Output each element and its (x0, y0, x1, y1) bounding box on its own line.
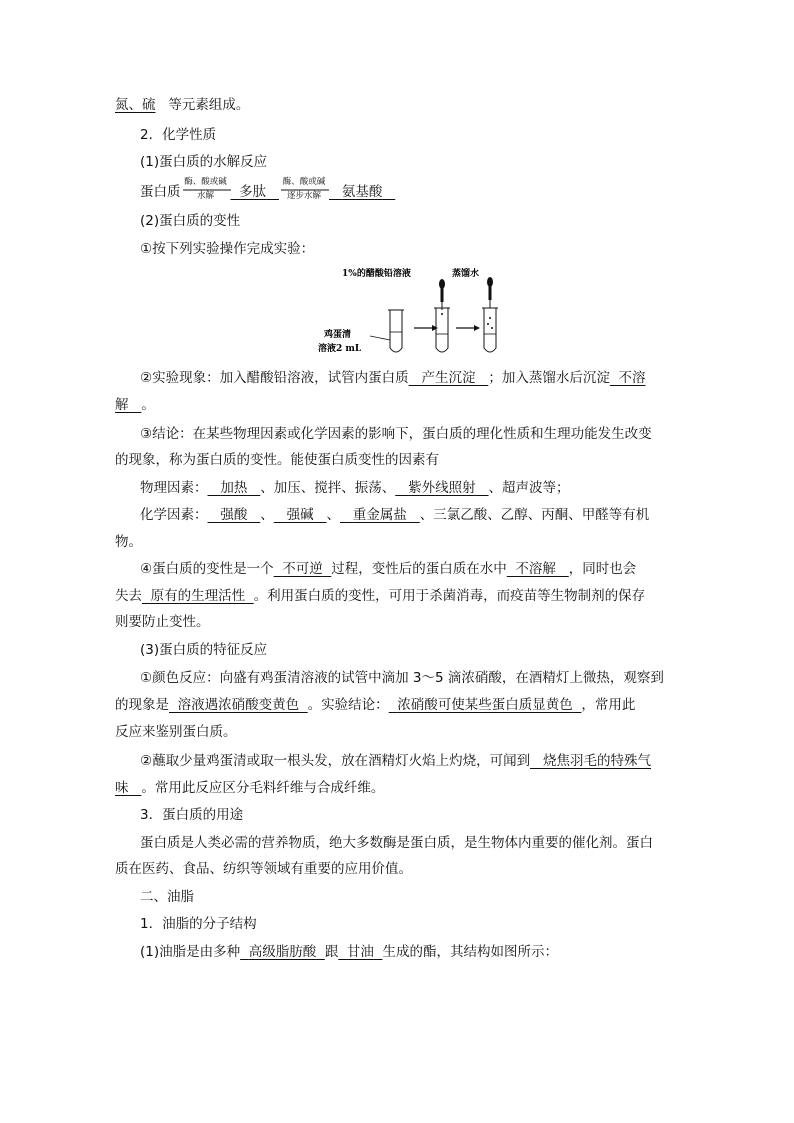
answer-blank: 解 (115, 397, 129, 413)
reaction-arrow: 酶、酸或碱 水解 (184, 177, 227, 201)
answer-blank: 加热 (220, 480, 248, 496)
test-tube-icon (482, 308, 498, 352)
arrow-icon (456, 325, 480, 331)
dropper-icon (439, 279, 445, 310)
test-tube-icon (370, 310, 404, 352)
answer-blank: 原有的生理活性 (150, 588, 246, 604)
text-line: 蛋白质是人类必需的营养物质，绝大多数酶是蛋白质，是生物体内重要的催化剂。蛋白 (140, 835, 653, 851)
subsection-heading: (1)蛋白质的水解反应 (140, 154, 268, 170)
water-label: 蒸馏水 (452, 269, 480, 279)
hydrolysis-equation: 蛋白质 酶、酸或碱 水解 多肽 酶、酸或碱 逐步水解 氨基酸 (140, 183, 395, 201)
answer-blank: 紫外线照射 (408, 480, 476, 496)
answer-blank: 强碱 (286, 507, 314, 523)
arrow-icon (414, 325, 438, 331)
text-line: 化学因素： 强酸 、 强碱 、 重金属盐 、三氯乙酸、乙醇、丙酮、甲醛等有机 (140, 507, 650, 523)
text-line: 物理因素： 加热 、加压、搅拌、振荡、 紫外线照射 、超声波等； (140, 480, 570, 496)
text-line: 的现象是 溶液遇浓硝酸变黄色 。实验结论： 浓硝酸可使某些蛋白质显黄色 ，常用此 (115, 697, 636, 713)
text-line: 则要防止变性。 (115, 614, 210, 630)
text-line: 氮、硫 等元素组成。 (115, 97, 250, 113)
text-line: 反应来鉴别蛋白质。 (115, 724, 237, 740)
text-line: (1)油脂是由多种 高级脂肪酸 跟 甘油 生成的酯，其结构如图所示： (140, 944, 558, 960)
experiment-figure (312, 262, 508, 362)
text-line: 质在医药、食品、纺织等领域有重要的应用价值。 (115, 861, 412, 877)
answer-blank: 溶液遇浓硝酸变黄色 (177, 697, 300, 713)
text-line: ②蘸取少量鸡蛋清或取一根头发，放在酒精灯火焰上灼烧，可闻到 烧焦羽毛的特殊气 (140, 753, 651, 769)
text-line: ③结论：在某些物理因素或化学因素的影响下，蛋白质的理化性质和生理功能发生改变 (140, 426, 652, 442)
section-heading: 二、油脂 (140, 889, 194, 905)
answer-blank: 氨基酸 (341, 184, 383, 200)
answer-blank: 味 (115, 780, 129, 796)
text-line: ②实验现象：加入醋酸铅溶液，试管内蛋白质 产生沉淀 ；加入蒸馏水后沉淀 不溶 (140, 370, 646, 386)
subsection-heading: (3)蛋白质的特征反应 (140, 642, 268, 658)
answer-blank: 多肽 (239, 184, 267, 200)
answer-blank: 不溶 (618, 370, 646, 386)
text-line: 物。 (115, 534, 142, 550)
sample-label: 鸡蛋清 (324, 330, 352, 340)
reaction-arrow: 酶、酸或碱 逐步水解 (282, 177, 326, 201)
text-line: ①按下列实验操作完成实验： (140, 241, 315, 257)
text-line: 失去 原有的生理活性 。利用蛋白质的变性，可用于杀菌消毒，而疫苗等生物制剂的保存 (115, 588, 646, 604)
section-heading: 1．油脂的分子结构 (140, 916, 257, 932)
answer-blank: 不溶解 (515, 561, 556, 577)
answer-blank: 氮、硫 (115, 97, 156, 113)
answer-blank: 甘油 (346, 944, 374, 960)
answer-blank: 浓硝酸可使某些蛋白质显黄色 (397, 697, 573, 713)
answer-blank: 不可逆 (282, 561, 323, 577)
answer-blank: 重金属盐 (352, 507, 407, 523)
text-line: 解 。 (115, 397, 155, 413)
dropper-icon (487, 277, 493, 308)
subsection-heading: (2)蛋白质的变性 (140, 213, 241, 229)
text-line: 味 。常用此反应区分毛料纤维与合成纤维。 (115, 780, 385, 796)
answer-blank: 产生沉淀 (421, 370, 476, 386)
text-line: 的现象，称为蛋白质的变性。能使蛋白质变性的因素有 (115, 452, 439, 468)
reagent-label: 1%的醋酸铅溶液 (342, 269, 411, 279)
test-tube-icon (434, 308, 450, 352)
answer-blank: 高级脂肪酸 (248, 944, 317, 960)
section-heading: 2．化学性质 (140, 127, 217, 143)
answer-blank: 烧焦羽毛的特殊气 (542, 753, 651, 769)
answer-blank: 强酸 (220, 507, 248, 523)
text-line: ④蛋白质的变性是一个 不可逆 过程，变性后的蛋白质在水中 不溶解 ，同时也会 (140, 561, 637, 577)
text-line: ①颜色反应：向盛有鸡蛋清溶液的试管中滴加 3～5 滴浓硝酸，在酒精灯上微热，观察到 (140, 670, 664, 686)
sample-label: 溶液2 mL (318, 344, 362, 354)
section-heading: 3．蛋白质的用途 (140, 807, 244, 823)
